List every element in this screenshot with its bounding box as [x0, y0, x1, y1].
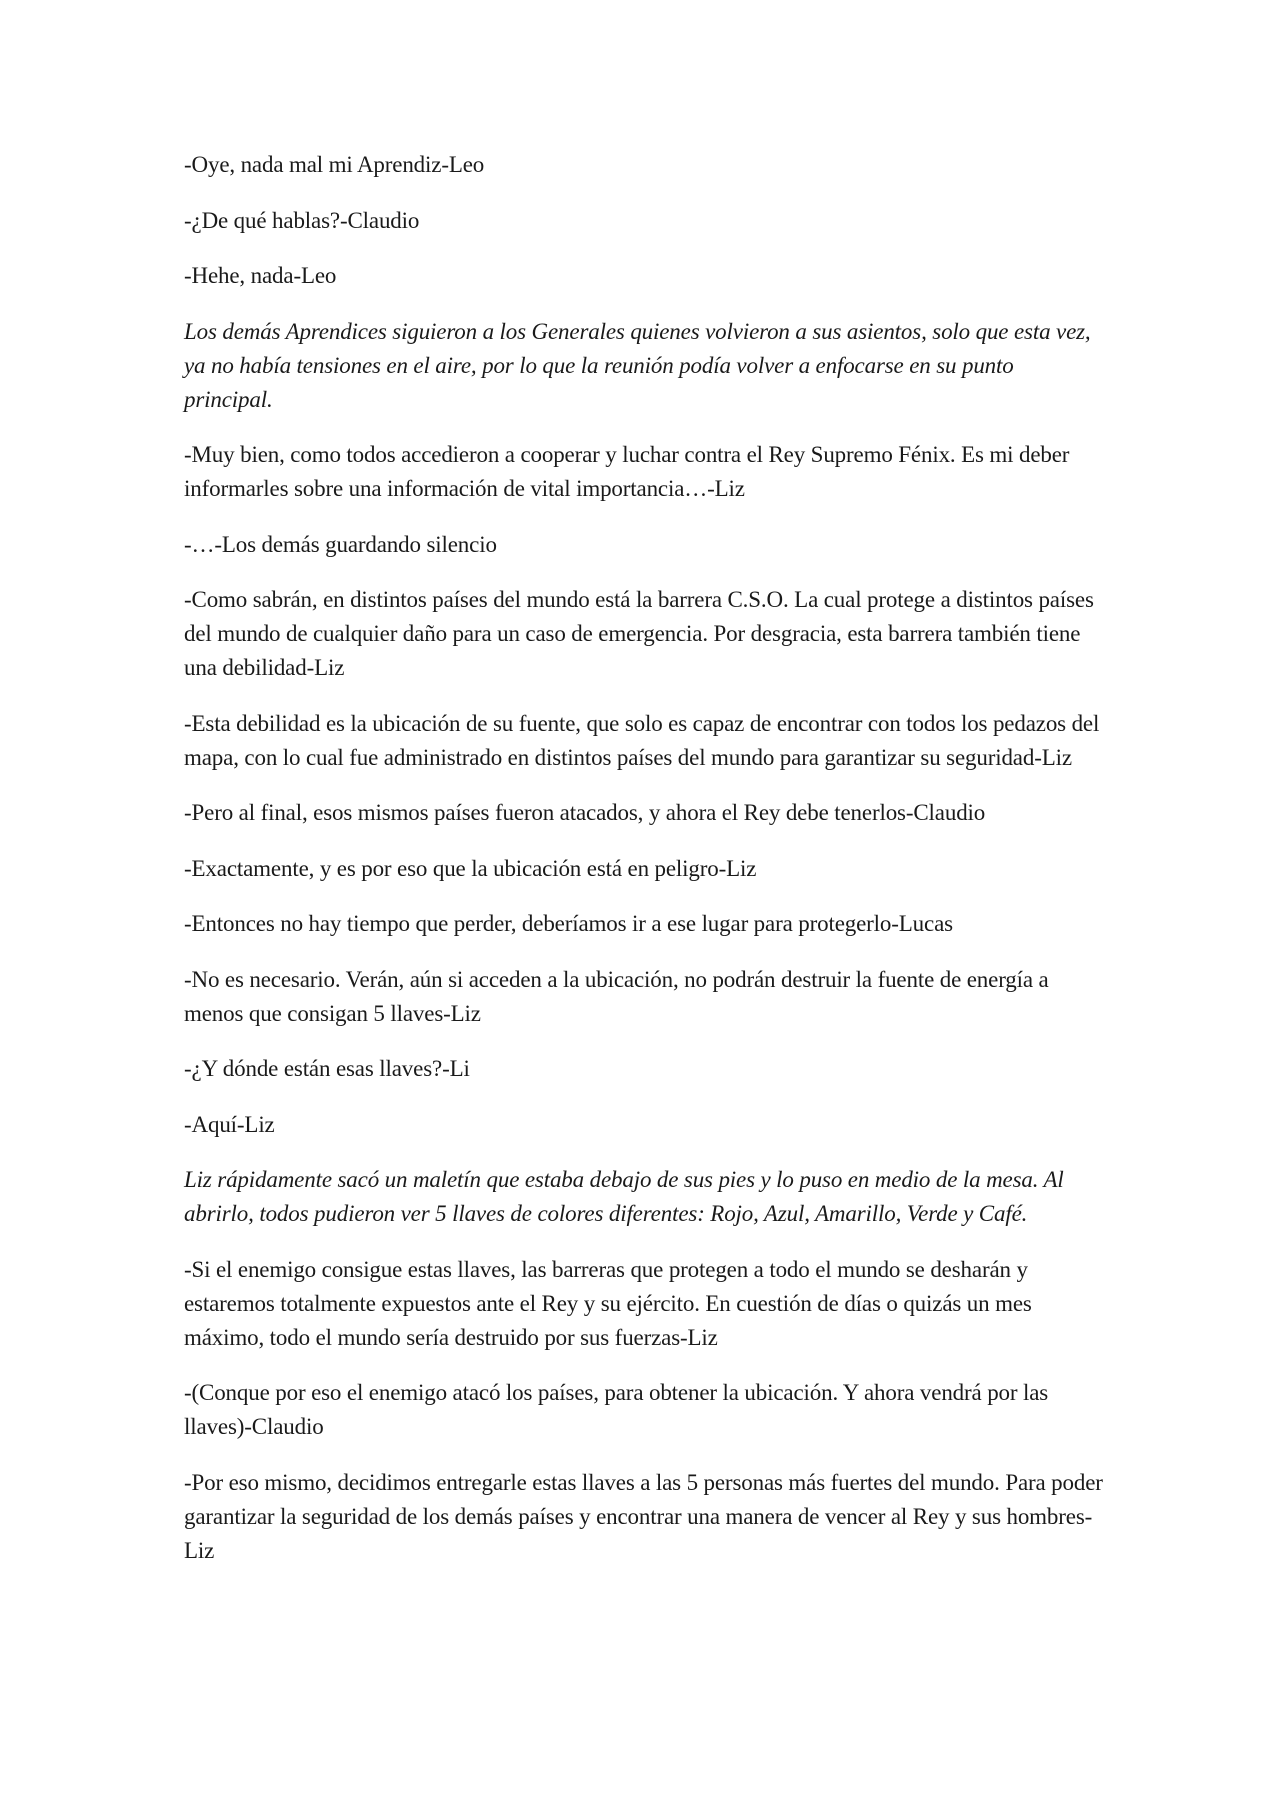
dialogue-paragraph: -Como sabrán, en distintos países del mundo está la barrera C.S.O. La cual protege a distintos países del mundo de cualquier daño para un caso de emergencia. Por desgracia, esta barrera también tiene una debilidad-Liz: [184, 587, 1094, 680]
narration-paragraph: Los demás Aprendices siguieron a los Generales quienes volvieron a sus asientos, solo que esta vez, ya no había tensiones en el aire, por lo que la reunión podía volver a enfocarse en su punto principal.: [184, 318, 1091, 412]
document-page: [184, 148, 1104, 1589]
dialogue-paragraph: -…-Los demás guardando silencio: [184, 531, 497, 557]
narration-paragraph: Liz rápidamente sacó un maletín que estaba debajo de sus pies y lo puso en medio de la mesa. Al abrirlo, todos pudieron ver 5 llaves de colores diferentes: Rojo, Azul, Amarillo, Verde y Café.: [184, 1167, 1064, 1226]
dialogue-paragraph: -¿Y dónde están esas llaves?-Li: [184, 1056, 470, 1081]
dialogue-paragraph: -¿De qué hablas?-Claudio: [184, 207, 420, 233]
dialogue-paragraph: -Hehe, nada-Leo: [184, 263, 337, 288]
dialogue-paragraph: -Pero al final, esos mismos países fueron atacados, y ahora el Rey debe tenerlos-Claudio: [184, 800, 986, 825]
dialogue-paragraph: -Esta debilidad es la ubicación de su fuente, que solo es capaz de encontrar con todos los pedazos del mapa, con lo cual fue administrado en distintos países del mundo para garantizar su seguridad-Liz: [184, 710, 1100, 770]
dialogue-paragraph: -Oye, nada mal mi Aprendiz-Leo: [184, 152, 485, 177]
dialogue-paragraph: -Exactamente, y es por eso que la ubicación está en peligro-Liz: [184, 855, 757, 881]
dialogue-paragraph: -Entonces no hay tiempo que perder, deberíamos ir a ese lugar para protegerlo-Lucas: [184, 911, 953, 936]
dialogue-paragraph: -Aquí-Liz: [184, 1111, 275, 1137]
dialogue-paragraph: -Por eso mismo, decidimos entregarle estas llaves a las 5 personas más fuertes del mundo. Para poder garantizar la seguridad de los demás países y encontrar una manera de vencer al Rey y sus hombres-Liz: [184, 1469, 1103, 1563]
dialogue-paragraph: -Muy bien, como todos accedieron a cooperar y luchar contra el Rey Supremo Fénix. Es mi deber informarles sobre una información de vital importancia…-Liz: [184, 442, 1070, 501]
dialogue-paragraph: -Si el enemigo consigue estas llaves, las barreras que protegen a todo el mundo se desharán y estaremos totalmente expuestos ante el Rey y su ejército. En cuestión de días o quizás un mes máximo, todo el mundo sería destruido por sus fuerzas-Liz: [184, 1256, 1032, 1350]
dialogue-paragraph: -(Conque por eso el enemigo atacó los países, para obtener la ubicación. Y ahora vendrá por las llaves)-Claudio: [184, 1380, 1049, 1439]
dialogue-paragraph: -No es necesario. Verán, aún si acceden a la ubicación, no podrán destruir la fuente de energía a menos que consigan 5 llaves-Liz: [184, 966, 1049, 1026]
